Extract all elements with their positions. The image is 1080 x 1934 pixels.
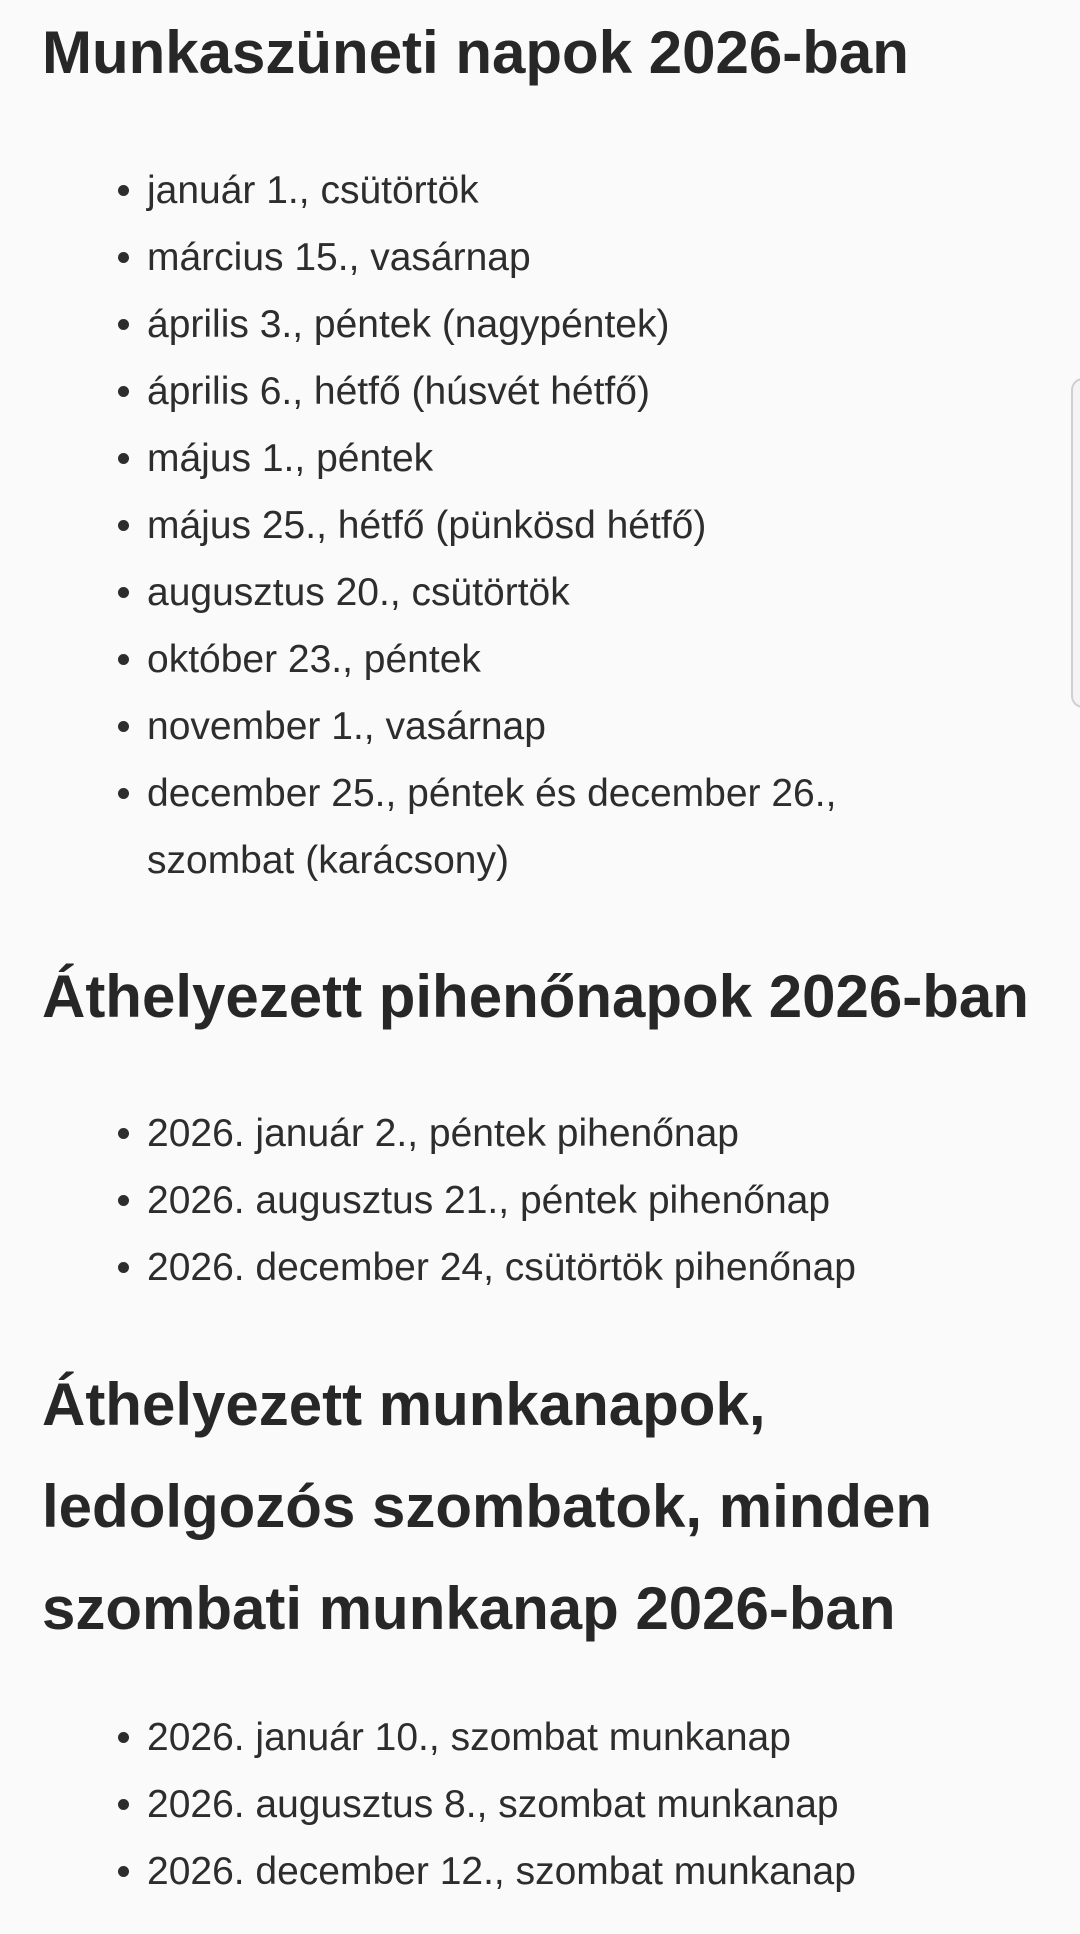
list-item: március 15., vasárnap xyxy=(42,224,1042,291)
list-item: 2026. december 24, csütörtök pihenőnap xyxy=(42,1234,1042,1301)
list-item: 2026. augusztus 21., péntek pihenőnap xyxy=(42,1167,1042,1234)
list-item: január 1., csütörtök xyxy=(42,157,1042,224)
list-item: április 6., hétfő (húsvét hétfő) xyxy=(42,358,1042,425)
list-item: 2026. december 12., szombat munkanap xyxy=(42,1838,1042,1905)
working-days-list xyxy=(42,1704,1042,1905)
list-item: május 25., hétfő (pünkösd hétfő) xyxy=(42,492,1042,559)
holidays-list xyxy=(42,157,1042,894)
list-item: augusztus 20., csütörtök xyxy=(42,559,1042,626)
list-item: április 3., péntek (nagypéntek) xyxy=(42,291,1042,358)
holidays-heading: Munkaszüneti napok 2026-ban xyxy=(42,19,909,86)
list-item: 2026. január 2., péntek pihenőnap xyxy=(42,1100,1042,1167)
scroll-handle[interactable] xyxy=(1071,378,1080,708)
list-item: május 1., péntek xyxy=(42,425,1042,492)
list-item: 2026. január 10., szombat munkanap xyxy=(42,1704,1042,1771)
rest-days-section xyxy=(42,946,1042,1301)
list-item: 2026. augusztus 8., szombat munkanap xyxy=(42,1771,1042,1838)
list-item: december 25., péntek és december 26., szombat (karácsony) xyxy=(42,760,947,894)
rest-days-list xyxy=(42,1100,1042,1301)
holidays-section xyxy=(42,2,1042,894)
rest-days-heading: Áthelyezett pihenőnapok 2026-ban xyxy=(42,963,1029,1030)
working-days-heading: Áthelyezett munkanapok, ledolgozós szombatok, minden szombati munkanap 2026-ban xyxy=(42,1371,933,1642)
working-days-section xyxy=(42,1354,1042,1905)
list-item: november 1., vasárnap xyxy=(42,693,1042,760)
list-item: október 23., péntek xyxy=(42,626,1042,693)
